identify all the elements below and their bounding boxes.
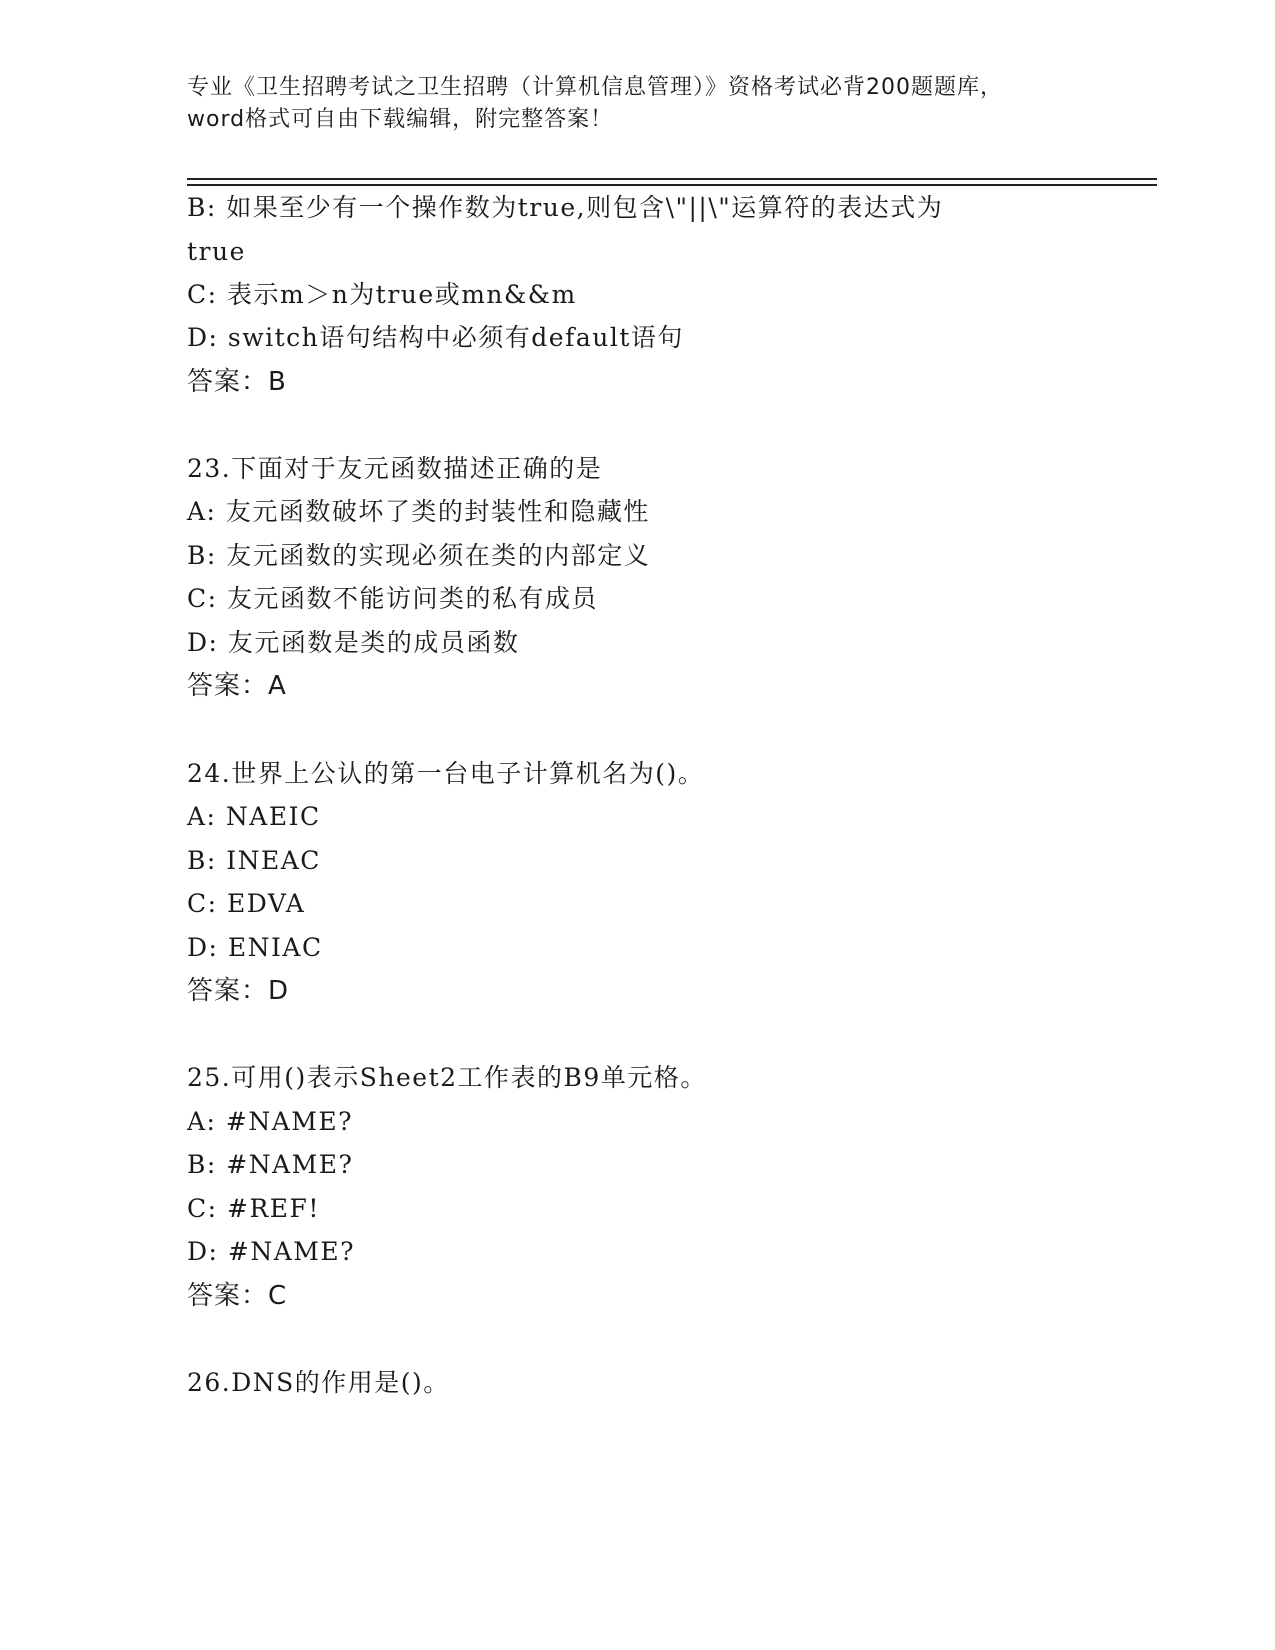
document-header <box>187 72 1087 136</box>
q25-option-c: C: #REF! <box>187 1194 320 1223</box>
q25-option-a: A: #NAME? <box>187 1107 354 1136</box>
q23-question: 23.下面对于友元函数描述正确的是 <box>187 454 603 483</box>
q24-option-a: A: NAEIC <box>187 802 321 831</box>
q25-answer: 答案：C <box>187 1281 288 1311</box>
q24-option-c: C: EDVA <box>187 889 306 918</box>
q26-question: 26.DNS的作用是()。 <box>187 1368 450 1397</box>
q23-option-c: C: 友元函数不能访问类的私有成员 <box>187 584 598 613</box>
header-line-1: 专业《卫生招聘考试之卫生招聘（计算机信息管理）》资格考试必背200题题库， <box>187 75 1003 100</box>
q22-option-d: D: switch语句结构中必须有default语句 <box>187 323 684 352</box>
q25-option-b: B: #NAME? <box>187 1150 354 1179</box>
q23-answer: 答案：A <box>187 671 287 701</box>
header-divider-bottom <box>187 184 1157 186</box>
header-divider-top <box>187 178 1157 180</box>
q25-question: 25.可用()表示Sheet2工作表的B9单元格。 <box>187 1063 707 1092</box>
q22-answer: 答案：B <box>187 367 287 397</box>
q22-option-c: C: 表示m＞n为true或mn&&m <box>187 280 577 309</box>
q23-option-a: A: 友元函数破坏了类的封装性和隐藏性 <box>187 497 650 526</box>
q24-option-d: D: ENIAC <box>187 933 323 962</box>
q24-option-b: B: INEAC <box>187 846 321 875</box>
q22-option-b-line2: true <box>187 237 246 266</box>
header-line-2: word格式可自由下载编辑，附完整答案！ <box>187 107 614 132</box>
q23-option-b: B: 友元函数的实现必须在类的内部定义 <box>187 541 651 570</box>
q25-option-d: D: #NAME? <box>187 1237 356 1266</box>
q23-option-d: D: 友元函数是类的成员函数 <box>187 628 520 657</box>
q24-question: 24.世界上公认的第一台电子计算机名为()。 <box>187 759 705 788</box>
q22-option-b-line1: B: 如果至少有一个操作数为true,则包含\"||\"运算符的表达式为 <box>187 193 944 222</box>
q24-answer: 答案：D <box>187 976 290 1006</box>
